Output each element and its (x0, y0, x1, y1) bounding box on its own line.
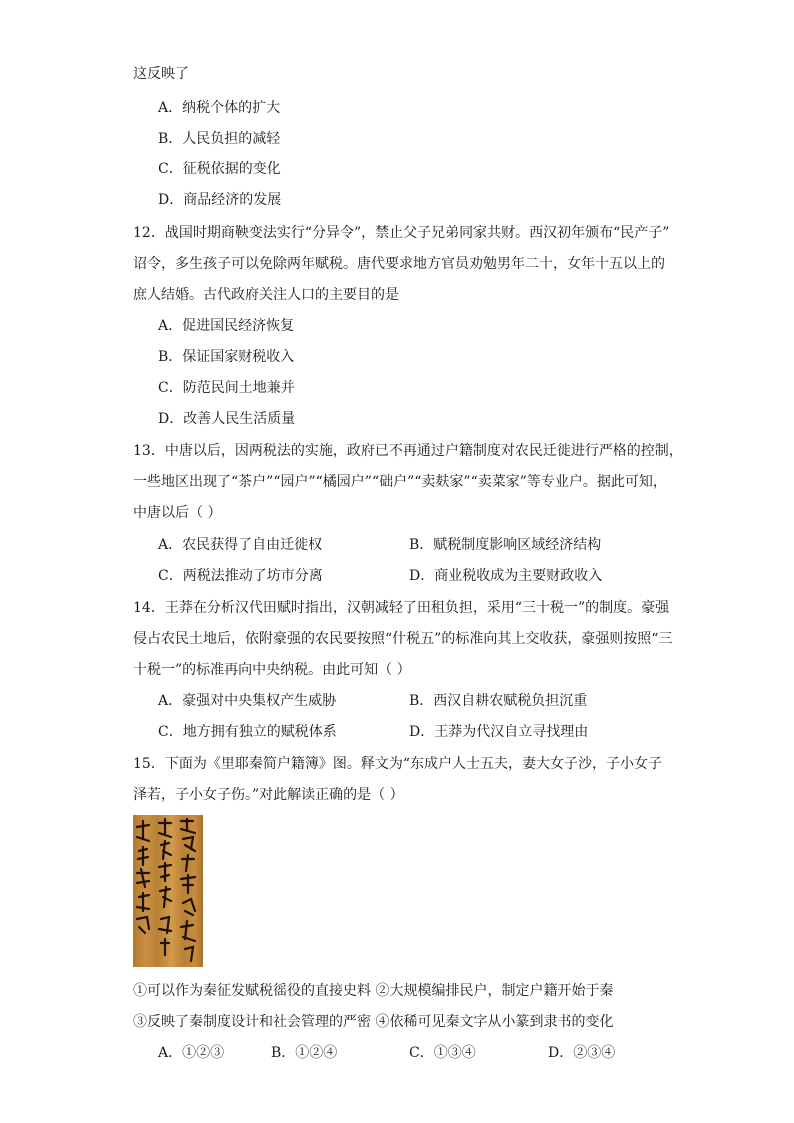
q12-option-b: B．保证国家财税收入 (158, 349, 295, 365)
q13-option-c: C．两税法推动了坊市分离 (158, 568, 323, 584)
q11-option-d: D．商品经济的发展 (158, 192, 282, 208)
q14-stem-line-2: 侵占农民土地后，依附豪强的农民要按照“什税五”的标准向其上交收获，豪强则按照“三 (133, 631, 673, 647)
q12-stem-line-3: 庶人结婚。古代政府关注人口的主要目的是 (133, 287, 399, 303)
q14-stem-line-3: 十税一”的标准再向中央纳税。由此可知（ ） (133, 662, 411, 678)
q14-stem-line-1: 14．王莽在分析汉代田赋时指出，汉朝减轻了田租负担，采用“三十税一”的制度。豪强 (133, 600, 670, 616)
q12-option-a: A．促进国民经济恢复 (158, 318, 295, 334)
slip-ink-strokes (133, 815, 203, 967)
q11-option-b: B．人民负担的减轻 (158, 131, 281, 147)
q13-option-d: D．商业税收成为主要财政收入 (409, 568, 603, 584)
q12-option-c: C．防范民间土地兼并 (158, 380, 295, 396)
q13-option-a: A．农民获得了自由迁徙权 (158, 537, 323, 553)
q14-option-c: C．地方拥有独立的赋税体系 (158, 724, 337, 740)
q15-option-c: C．①③④ (409, 1045, 476, 1061)
q15-stem-line-2: 泽若，子小女子伤。”对此解读正确的是（ ） (133, 787, 404, 803)
q13-stem-line-2: 一些地区出现了“茶户”“园户”“橘园户”“础户”“卖麸家”“卖菜家”等专业户。据此可知， (133, 474, 667, 490)
q11-option-a: A．纳税个体的扩大 (158, 100, 281, 116)
q15-statements-line-1: ①可以作为秦征发赋税徭役的直接史料 ②大规模编排民户，制定户籍开始于秦 (133, 983, 614, 999)
q11-stem-tail: 这反映了 (133, 66, 189, 82)
q15-option-d: D．②③④ (548, 1045, 616, 1061)
q15-option-b: B．①②④ (271, 1045, 338, 1061)
q15-option-a: A．①②③ (158, 1045, 225, 1061)
q13-stem-line-3: 中唐以后（ ） (133, 505, 222, 521)
q14-option-b: B．西汉自耕农赋税负担沉重 (409, 693, 588, 709)
q12-stem-line-1: 12．战国时期商鞅变法实行“分异令”，禁止父子兄弟同家共财。西汉初年颁布“民产子” (133, 225, 670, 241)
q14-option-a: A．豪强对中央集权产生威胁 (158, 693, 337, 709)
q14-option-d: D．王莽为代汉自立寻找理由 (409, 724, 589, 740)
liye-qin-slip-image (133, 815, 203, 967)
q15-stem-line-1: 15．下面为《里耶秦简户籍簿》图。释文为“东成户人士五夫，妻大女子沙，子小女子 (133, 756, 662, 772)
q13-stem-line-1: 13．中唐以后，因两税法的实施，政府已不再通过户籍制度对农民迁徙进行严格的控制， (133, 443, 683, 459)
q12-stem-line-2: 诏令，多生孩子可以免除两年赋税。唐代要求地方官员劝勉男年二十，女年十五以上的 (133, 256, 665, 272)
q11-option-c: C．征税依据的变化 (158, 161, 281, 177)
q15-statements-line-2: ③反映了秦制度设计和社会管理的严密 ④依稀可见秦文字从小篆到隶书的变化 (133, 1014, 614, 1030)
q12-option-d: D．改善人民生活质量 (158, 411, 296, 427)
q13-option-b: B．赋税制度影响区域经济结构 (409, 537, 602, 553)
